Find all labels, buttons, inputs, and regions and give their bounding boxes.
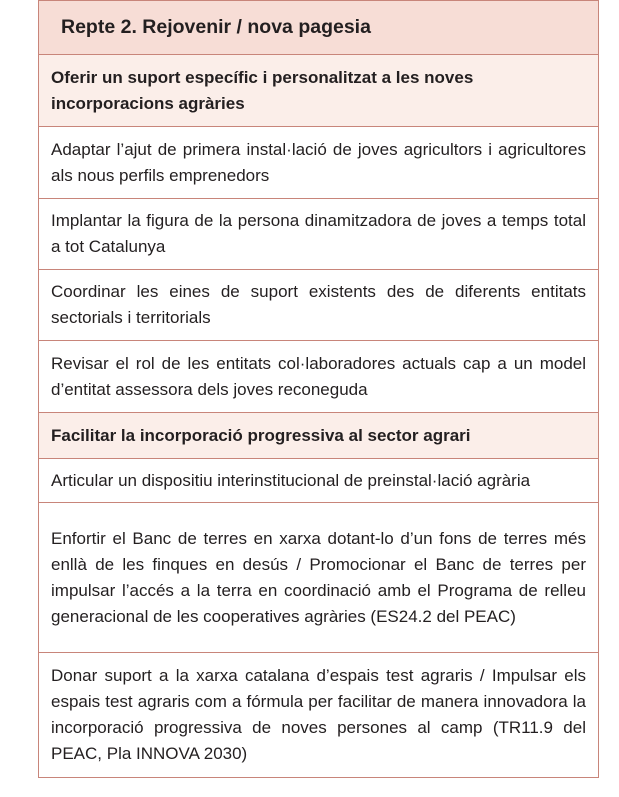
section-heading: Oferir un suport específic i personalitzat a les noves incorporacions agràries [51,67,474,113]
table-title-row [39,0,598,54]
list-item-text: Implantar la figura de la persona dinamitzadora de joves a temps total a tot Catalunya [51,211,586,256]
list-item-text: Coordinar les eines de suport existents des de diferents entitats sectorials i territorials [51,282,586,327]
list-item-text: Articular un dispositiu interinstitucional de preinstal·lació agrària [51,470,531,490]
list-item [39,502,598,652]
list-item [39,458,598,502]
section-heading-row [39,412,598,458]
list-item [39,652,598,777]
list-item-text: Donar suport a la xarxa catalana d’espais test agraris / Impulsar els espais test agraris com a fórmula per facilitar de manera innovadora la incorporació progressiva de noves persones al camp (TR11.9 del PEAC, Pla INNOVA 2030) [51,666,586,763]
list-item-text: Enfortir el Banc de terres en xarxa dotant-lo d’un fons de terres més enllà de les finques en desús / Promocionar el Banc de terres per impulsar l’accés a la terra en coordinació amb el Programa de relleu generacional de les cooperatives agràries (ES24.2 del PEAC) [51,528,586,626]
list-item [39,340,598,412]
list-item [39,269,598,340]
section-heading: Facilitar la incorporació progressiva al sector agrari [51,425,471,445]
list-item [39,198,598,269]
table-title: Repte 2. Rejovenir / nova pagesia [61,16,371,38]
challenge-table [38,0,599,778]
list-item-text: Adaptar l’ajut de primera instal·lació de joves agricultors i agricultores als nous perfils emprenedors [51,139,586,185]
list-item [39,126,598,198]
list-item-text: Revisar el rol de les entitats col·laboradores actuals cap a un model d’entitat assessora dels joves reconeguda [51,353,586,399]
section-heading-row [39,54,598,126]
